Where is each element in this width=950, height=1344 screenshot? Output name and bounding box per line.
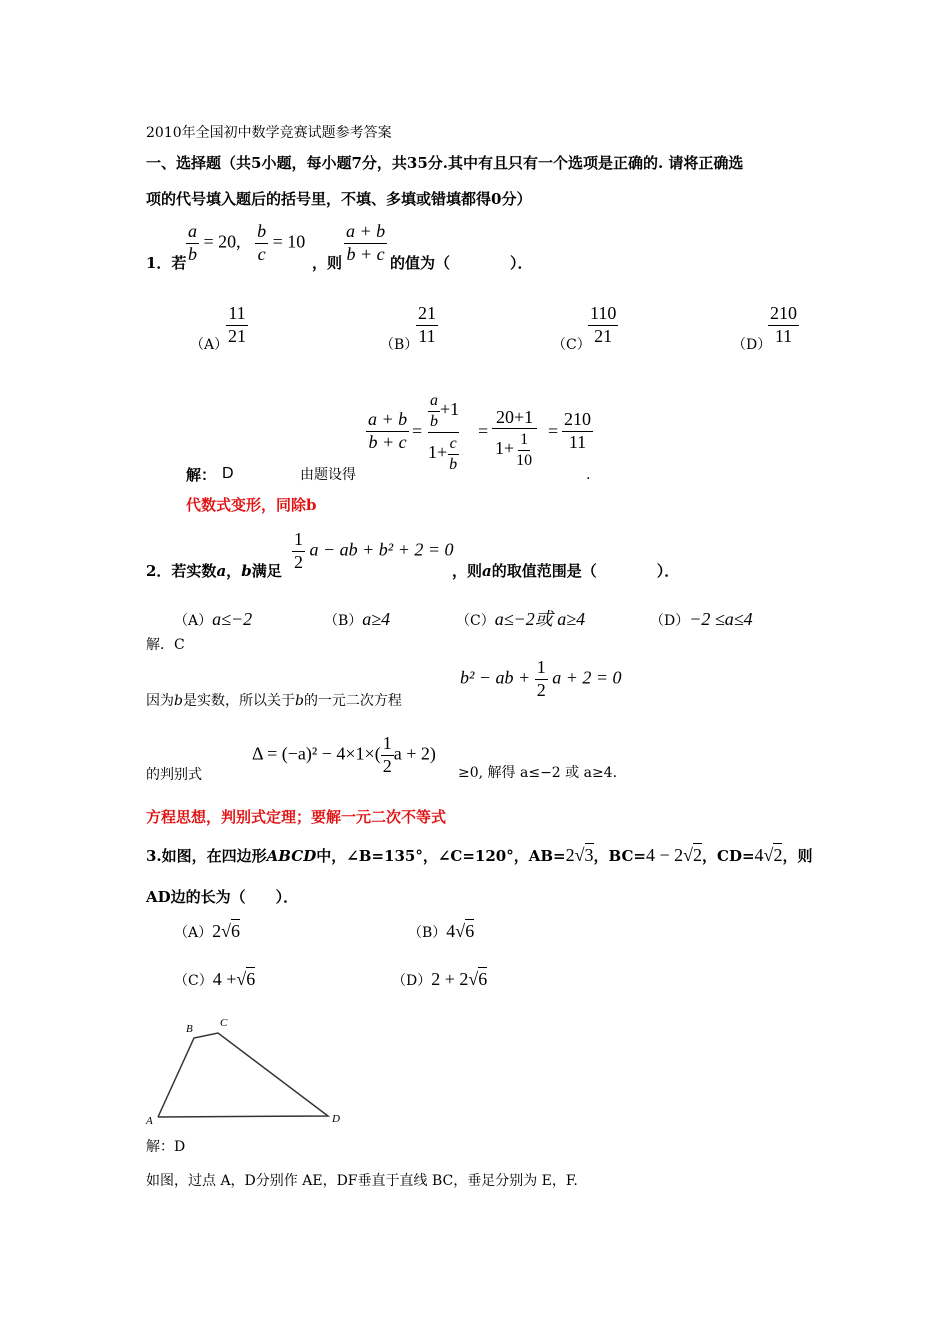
q3-option-c: （C）4 +√6 (174, 969, 256, 989)
q1-expression: $\frac{a + b}{b + c}$ (346, 221, 386, 264)
q2-disc-result: ≥0, 解得 a≤−2 或 a≥4. (458, 765, 618, 781)
vertex-label-d: D (332, 1113, 340, 1125)
q2-because: 因为b是实数，所以关于b的一元二次方程 (146, 693, 402, 709)
q3-stem-line2: AD边的长为（ ）． (146, 888, 299, 906)
q1-solution-label: 解： (186, 466, 217, 484)
q2-hint: 方程思想，判别式定理；要解一元二次不等式 (146, 808, 447, 826)
q1-stem-pre: 1．若 (146, 254, 187, 272)
quadrilateral-shape (158, 1033, 328, 1117)
q2-stem: 2．若实数a，b满足 $\frac{1}{2}$ a − ab + b² + 2 = 0 ，则a的取值范围是（ ）． (146, 529, 680, 580)
vertex-label-a: A (146, 1115, 153, 1127)
q3-option-d: （D）2 + 2√6 (392, 969, 488, 989)
q2-discriminant: Δ = (−a)² − 4×1×( $\frac{1}{2}$ a + 2) (252, 733, 436, 776)
vertex-label-b: B (186, 1023, 193, 1035)
section-heading-line1: 一、选择题（共5小题，每小题7分，共35分.其中有且只有一个选项是正确的. 请将正确选 (146, 154, 744, 172)
q1-stem-mid: ，则 (312, 254, 343, 272)
q1-solution-period: . (586, 467, 591, 483)
q1-stem-post: 的值为（ ）． (390, 254, 533, 272)
q2-disc-label: 的判别式 (146, 767, 202, 783)
quadrilateral-figure (140, 1008, 350, 1130)
q1-solution-text: 由题设得 (300, 467, 356, 483)
q2-option-c: （C）a≤−2或 a≥4 (456, 609, 586, 629)
q3-solution: 解：D (146, 1139, 186, 1155)
q3-solution-text: 如图，过点 A，D分别作 AE，DF垂直于直线 BC，垂足分别为 E，F. (146, 1173, 578, 1189)
q3-option-a: （A）2√6 (174, 921, 241, 941)
q1-hint: 代数式变形，同除b (186, 496, 317, 514)
q1-given: $\frac{a}{b}$ = 20, $\frac{b}{c}$ = 10 (188, 221, 306, 264)
q2-option-a: （A）a≤−2 (174, 609, 253, 629)
q3-stem-line1: 3.如图，在四边形ABCD中，∠B=135°，∠C=120°，AB=2√3，BC=4 − 2√2，CD=4√2，则 (146, 845, 813, 865)
q2-option-d: （D）−2 ≤a≤4 (650, 609, 753, 629)
doc-title: 2010年全国初中数学竞赛试题参考答案 (146, 125, 392, 141)
q2-solution: 解．C (146, 637, 185, 653)
vertex-label-c: C (220, 1017, 228, 1029)
q2-equation: b² − ab + $\frac{1}{2}$ a + 2 = 0 (460, 657, 622, 700)
q1-solution-answer: D (222, 465, 234, 482)
q2-option-b: （B）a≥4 (324, 609, 391, 629)
section-heading-line2: 项的代号填入题后的括号里，不填、多填或错填都得0分） (146, 190, 532, 208)
q3-option-b: （B）4√6 (408, 921, 475, 941)
